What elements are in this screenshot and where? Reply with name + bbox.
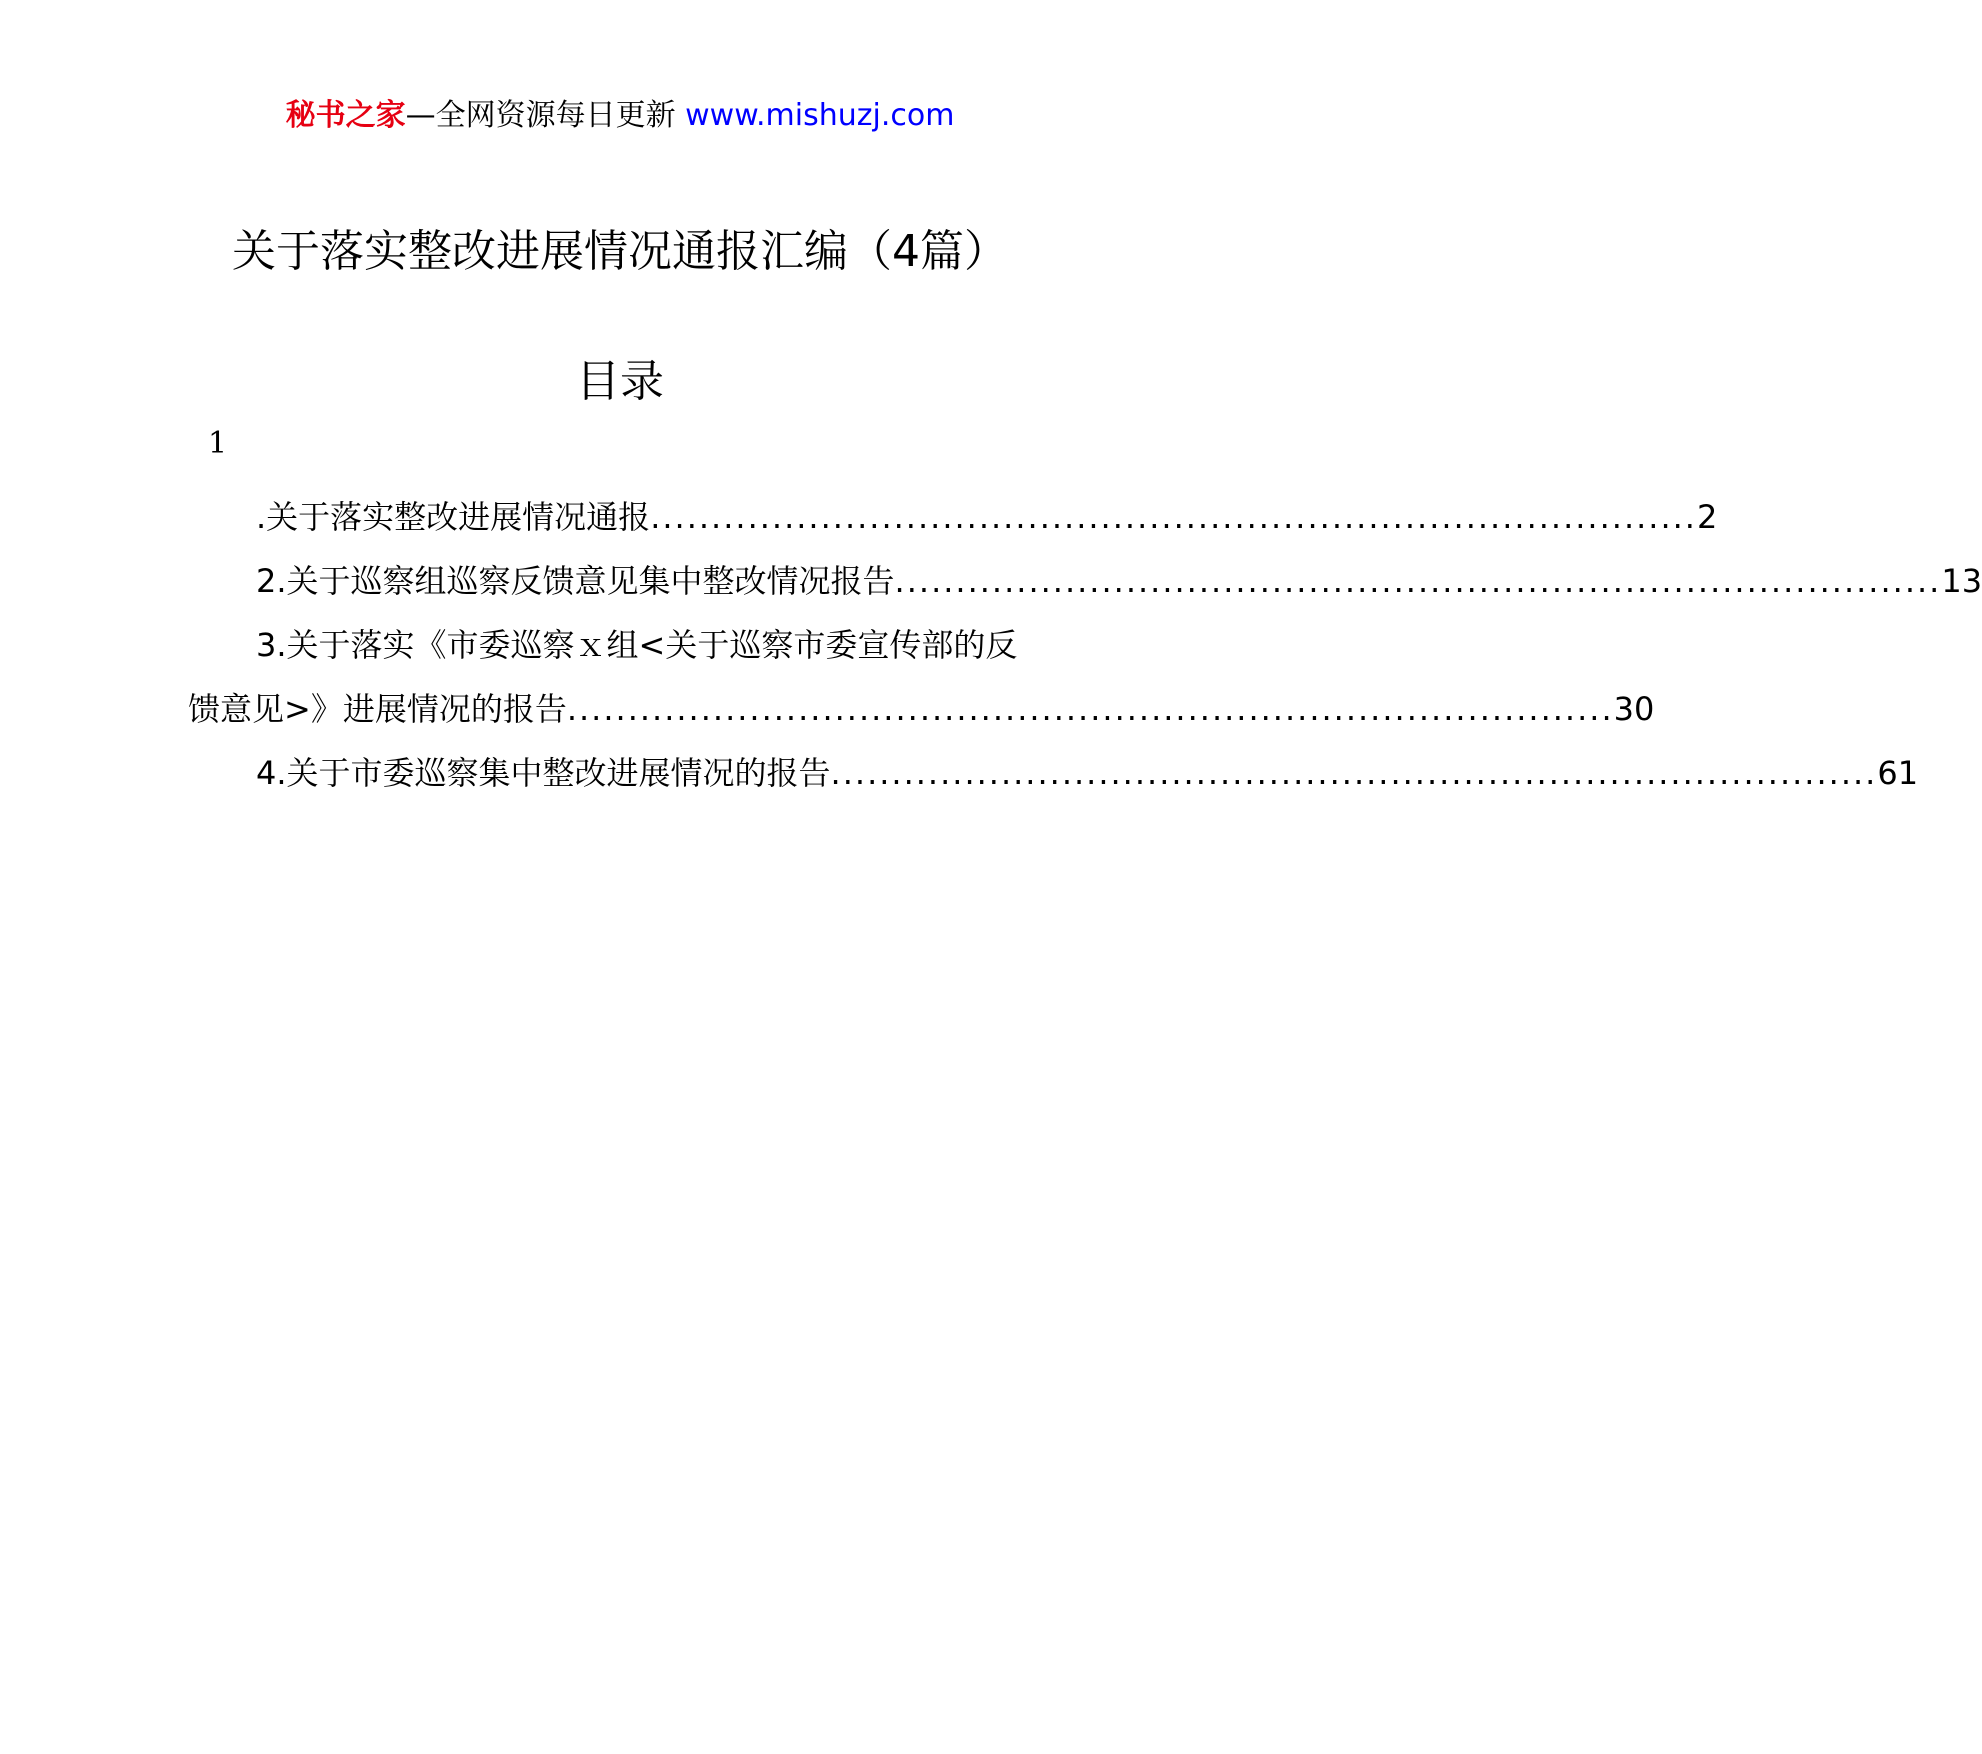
toc-entry-3-continued[interactable] [188, 677, 1655, 741]
toc-entry-label: .关于落实整改进展情况通报 [256, 498, 651, 536]
toc-dot-leader: ...................................................................................... [650, 498, 1697, 536]
toc-entry-label-line1: 3.关于落实《市委巡察ｘ组<关于巡察市委宣传部的反 [256, 626, 1018, 664]
table-of-contents [188, 485, 1982, 805]
site-url-link[interactable]: www.mishuzj.com [685, 98, 955, 133]
toc-entry-4[interactable] [188, 741, 1919, 805]
site-header [0, 96, 1240, 136]
toc-entry-2[interactable] [188, 549, 1982, 613]
stray-number: 1 [208, 426, 228, 461]
toc-entry-page: 2 [1696, 498, 1718, 536]
toc-entry-label-line2: 馈意见>》进展情况的报告 [188, 690, 567, 728]
site-brand: 秘书之家 [285, 98, 406, 133]
toc-heading: 目录 [576, 356, 664, 407]
toc-dot-leader: ...................................................................................... [830, 754, 1878, 792]
toc-dot-leader: ...................................................................................... [566, 690, 1614, 728]
toc-entry-page: 61 [1877, 754, 1919, 792]
toc-entry-page: 13 [1941, 562, 1982, 600]
toc-entry-page: 30 [1613, 690, 1655, 728]
site-slogan: —全网资源每日更新 [405, 98, 676, 133]
toc-entry-label: 4.关于市委巡察集中整改进展情况的报告 [256, 754, 831, 792]
toc-entry-label: 2.关于巡察组巡察反馈意见集中整改情况报告 [256, 562, 895, 600]
toc-dot-leader: ...................................................................................... [894, 562, 1942, 600]
toc-entry-3[interactable] [188, 613, 1052, 677]
document-title: 关于落实整改进展情况通报汇编（4篇） [232, 226, 1008, 277]
toc-entry-1[interactable] [188, 485, 1718, 549]
